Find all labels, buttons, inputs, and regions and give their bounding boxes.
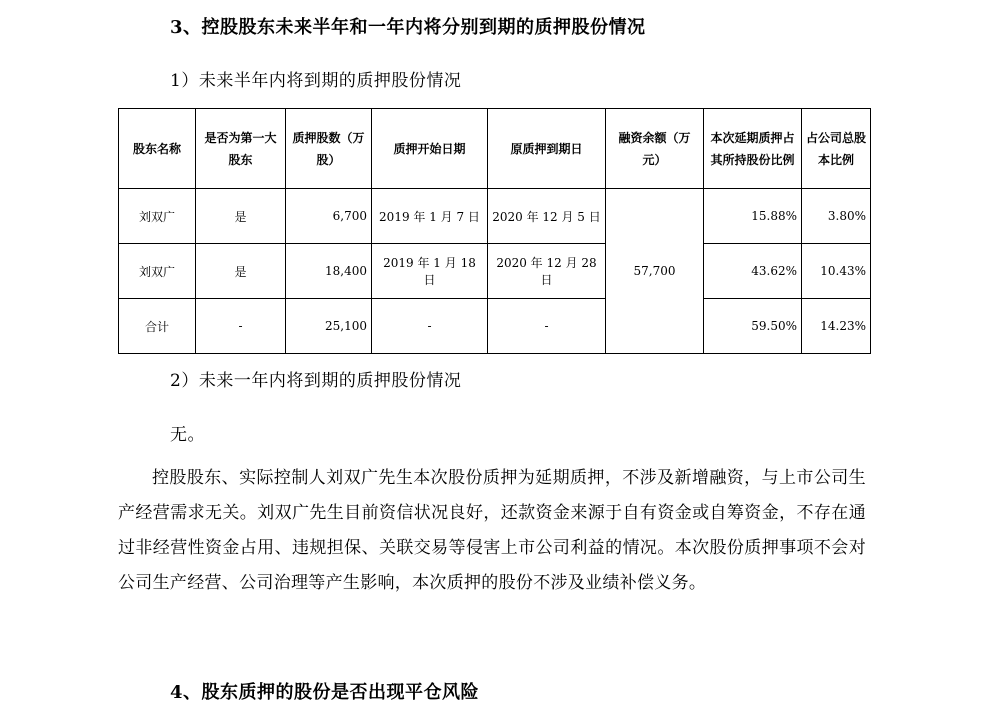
cell-ratio-of-holdings: 59.50% xyxy=(704,299,802,354)
cell-is-largest-shareholder: 是 xyxy=(196,189,286,244)
cell-ratio-of-total-capital: 10.43% xyxy=(802,244,871,299)
cell-original-maturity-date: - xyxy=(488,299,606,354)
pledge-table xyxy=(118,108,871,354)
cell-shareholder-name: 刘双广 xyxy=(119,189,196,244)
cell-ratio-of-total-capital: 3.80% xyxy=(802,189,871,244)
cell-pledged-shares: 6,700 xyxy=(286,189,372,244)
header-is-largest-shareholder: 是否为第一大股东 xyxy=(196,109,286,189)
cell-pledged-shares: 25,100 xyxy=(286,299,372,354)
header-pledge-start-date: 质押开始日期 xyxy=(372,109,488,189)
cell-pledged-shares: 18,400 xyxy=(286,244,372,299)
cell-original-maturity-date: 2020 年 12 月 5 日 xyxy=(488,189,606,244)
header-financing-balance: 融资余额（万元） xyxy=(606,109,704,189)
cell-financing-balance: 57,700 xyxy=(606,189,704,354)
subsection-2-title: 2）未来一年内将到期的质押股份情况 xyxy=(170,371,462,391)
body-paragraph: 控股股东、实际控制人刘双广先生本次股份质押为延期质押，不涉及新增融资，与上市公司生产经营需求无关。刘双广先生目前资信状况良好，还款资金来源于自有资金或自筹资金，不存在通过非经营性资金占用、违规担保、关联交易等侵害上市公司利益的情况。本次股份质押事项不会对公司生产经营、公司治理等产生影响，本次质押的股份不涉及业绩补偿义务。 xyxy=(118,468,866,593)
header-ratio-of-holdings: 本次延期质押占其所持股份比例 xyxy=(704,109,802,189)
cell-ratio-of-holdings: 15.88% xyxy=(704,189,802,244)
header-pledged-shares: 质押股数（万股） xyxy=(286,109,372,189)
cell-total-label: 合计 xyxy=(119,299,196,354)
cell-ratio-of-total-capital: 14.23% xyxy=(802,299,871,354)
header-ratio-of-total-capital: 占公司总股本比例 xyxy=(802,109,871,189)
section-3-title: 3、控股股东未来半年和一年内将分别到期的质押股份情况 xyxy=(170,17,646,38)
none-text: 无。 xyxy=(170,425,205,445)
cell-original-maturity-date: 2020 年 12 月 28 日 xyxy=(488,244,606,299)
section-4-title: 4、股东质押的股份是否出现平仓风险 xyxy=(170,682,480,703)
table-row xyxy=(119,189,871,244)
header-shareholder-name: 股东名称 xyxy=(119,109,196,189)
cell-shareholder-name: 刘双广 xyxy=(119,244,196,299)
table-header-row xyxy=(119,109,871,189)
cell-pledge-start-date: 2019 年 1 月 18 日 xyxy=(372,244,488,299)
cell-pledge-start-date: - xyxy=(372,299,488,354)
cell-is-largest-shareholder: 是 xyxy=(196,244,286,299)
subsection-1-title: 1）未来半年内将到期的质押股份情况 xyxy=(170,71,462,91)
table-row xyxy=(119,244,871,299)
table-row-total xyxy=(119,299,871,354)
header-original-maturity-date: 原质押到期日 xyxy=(488,109,606,189)
cell-ratio-of-holdings: 43.62% xyxy=(704,244,802,299)
cell-pledge-start-date: 2019 年 1 月 7 日 xyxy=(372,189,488,244)
cell-is-largest-shareholder: - xyxy=(196,299,286,354)
